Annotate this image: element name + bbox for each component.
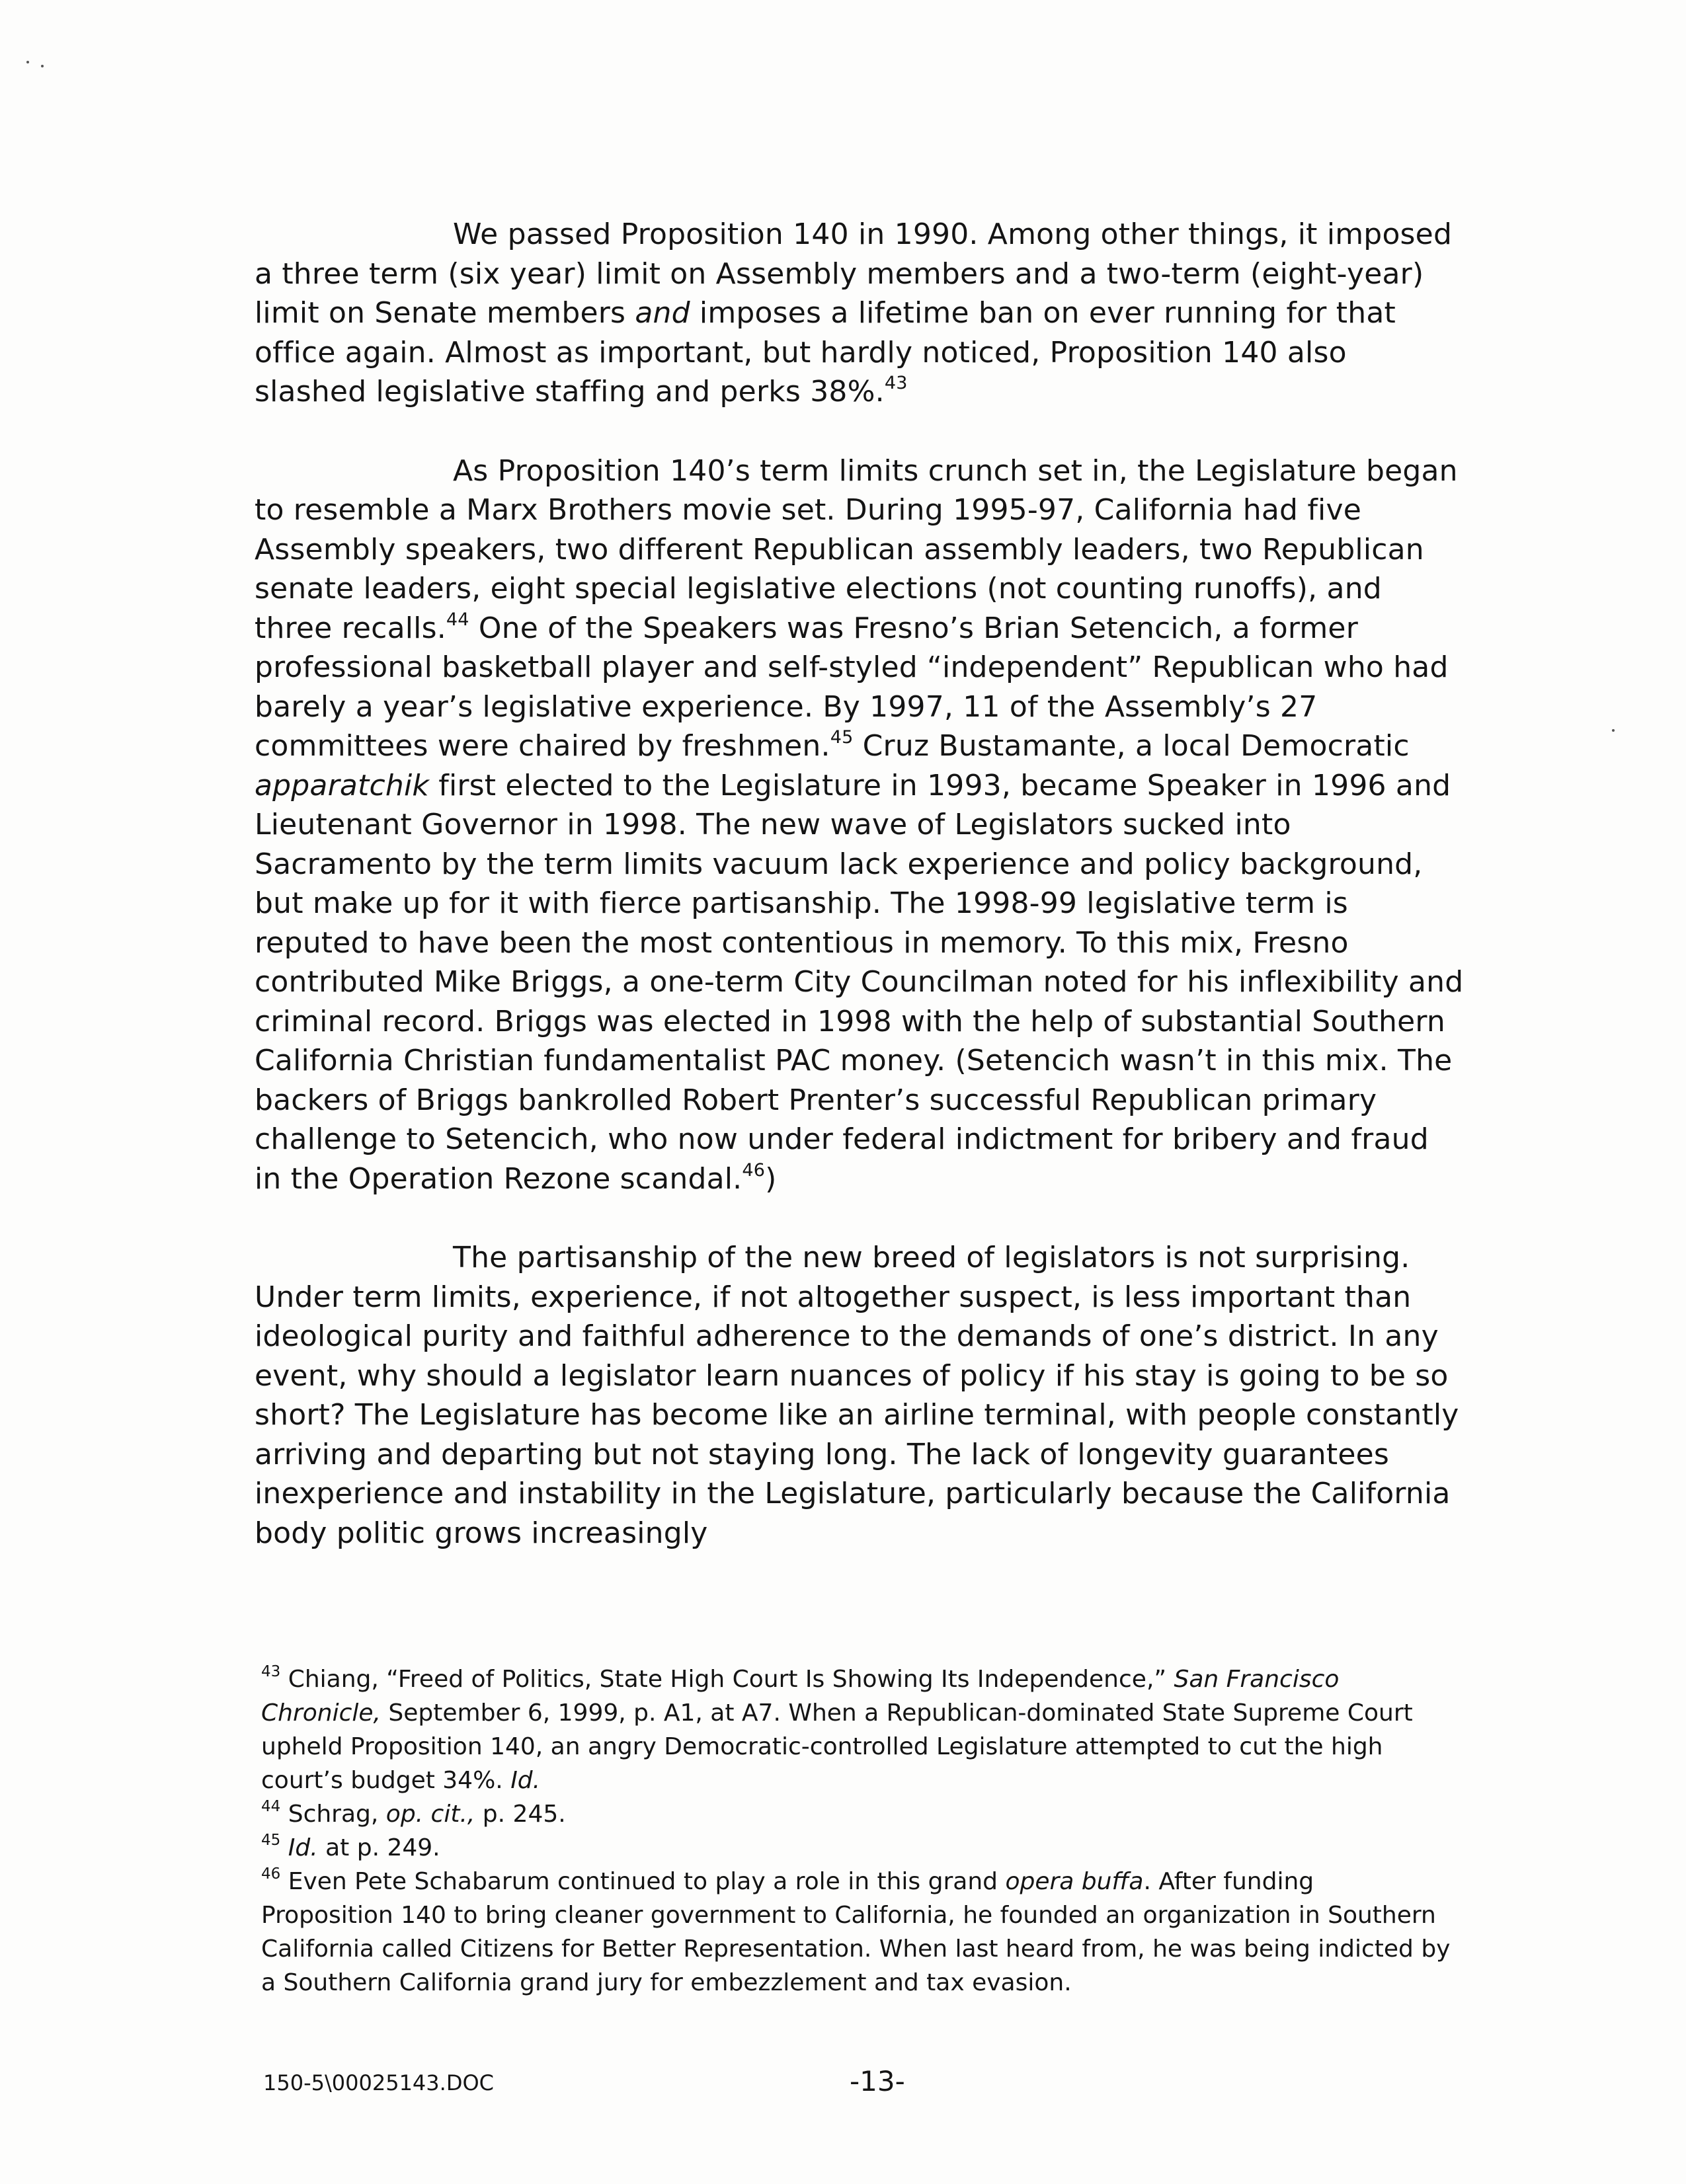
italic-text: and	[635, 296, 690, 330]
footnote-ref: 45	[261, 1832, 281, 1849]
text-run: p. 245.	[475, 1801, 566, 1828]
text-run: . After funding Proposition 140 to bring cleaner government to California, he founded an organization in Southern California called Citizens for Better Representation. When last heard from, he was being indicted by a Southern California grand jury for embezzlement and tax evasion.	[261, 1868, 1451, 1996]
text-run: imposes a lifetime ban on ever running for that office again. Almost as important, but hardly noticed, Proposition 140 also slashed legislative staffing and perks 38%.	[255, 296, 1396, 409]
text-run: One of the Speakers was Fresno’s Brian Setencich, a former professional basketball player and self-styled “independent” Republican who had barely a year’s legislative experience. By 1997, 11 of the Assembly’s 27 committees were chaired by freshmen.	[255, 611, 1449, 763]
footnote-ref: 45	[830, 727, 854, 748]
footnote	[261, 1797, 1451, 1831]
italic-text: Id.	[510, 1767, 541, 1794]
text-run: September 6, 1999, p. A1, at A7. When a Republican-dominated State Supreme Court upheld Proposition 140, an angry Democratic-controlled Legislature attempted to cut the high court’s budget 34%.	[261, 1699, 1413, 1794]
footnote	[261, 1831, 1451, 1865]
text-run: first elected to the Legislature in 1993, became Speaker in 1996 and Lieutenant Governor in 1998. The new wave of Legislators sucked into Sacramento by the term limits vacuum lack experience and policy background, but make up for it with fierce partisanship. The 1998-99 legislative term is reputed to have been the most contentious in memory. To this mix, Fresno contributed Mike Briggs, a one-term City Councilman noted for his inflexibility and criminal record. Briggs was elected in 1998 with the help of substantial Southern California Christian fundamentalist PAC money. (Setencich wasn’t in this mix. The backers of Briggs bankrolled Robert Prenter’s successful Republican primary challenge to Setencich, who now under federal indictment for bribery and fraud in the Operation Rezone scandal.	[255, 768, 1464, 1196]
italic-text: San Francisco Chronicle,	[261, 1666, 1340, 1727]
text-run: Schrag,	[280, 1801, 386, 1828]
scan-speck	[41, 65, 44, 67]
text-run: Chiang, “Freed of Politics, State High Court Is Showing Its Independence,”	[280, 1666, 1174, 1693]
italic-text: apparatchik	[255, 768, 430, 802]
footnote-ref: 46	[742, 1159, 766, 1181]
footnote-ref: 43	[261, 1663, 281, 1680]
text-run: Even Pete Schabarum continued to play a role in this grand	[280, 1868, 1006, 1895]
text-run: )	[765, 1161, 777, 1196]
italic-text: opera buffa	[1005, 1868, 1144, 1895]
paragraph	[255, 1238, 1465, 1553]
italic-text: Id.	[288, 1834, 318, 1861]
italic-text: op. cit.,	[385, 1801, 475, 1828]
footnote-ref: 43	[884, 373, 908, 393]
footnote	[261, 1662, 1451, 1797]
scan-speck	[26, 61, 29, 63]
footnote	[261, 1865, 1451, 2000]
document-id: 150-5\00025143.DOC	[263, 2070, 494, 2095]
body-text	[255, 215, 1465, 1592]
paragraph	[255, 215, 1465, 412]
scan-speck	[1612, 729, 1615, 732]
text-run	[280, 1834, 288, 1861]
footnote-ref: 44	[446, 609, 469, 630]
text-run: We passed Proposition 140 in 1990. Among other things, it imposed a three term (six year) limit on Assembly members and a two-term (eight-year) limit on Senate members	[255, 217, 1453, 330]
page-number: -13-	[850, 2065, 905, 2097]
footnotes	[261, 1662, 1451, 2000]
paragraph	[255, 451, 1465, 1199]
footnote-ref: 46	[261, 1865, 281, 1883]
text-run: at p. 249.	[317, 1834, 440, 1861]
text-run: Cruz Bustamante, a local Democratic	[853, 729, 1410, 763]
footnote-ref: 44	[261, 1798, 281, 1815]
text-run: As Proposition 140’s term limits crunch set in, the Legislature began to resemble a Marx Brothers movie set. During 1995-97, California had five Assembly speakers, two different Republican assembly leaders, two Republican senate leaders, eight special legislative elections (not counting runoffs), and three recalls.	[255, 453, 1458, 645]
text-run: The partisanship of the new breed of legislators is not surprising. Under term limits, experience, if not altogether suspect, is less important than ideological purity and faithful adherence to the demands of one’s district. In any event, why should a legislator learn nuances of policy if his stay is going to be so short? The Legislature has become like an airline terminal, with people constantly arriving and departing but not staying long. The lack of longevity guarantees inexperience and instability in the Legislature, particularly because the California body politic grows increasingly	[255, 1241, 1459, 1550]
